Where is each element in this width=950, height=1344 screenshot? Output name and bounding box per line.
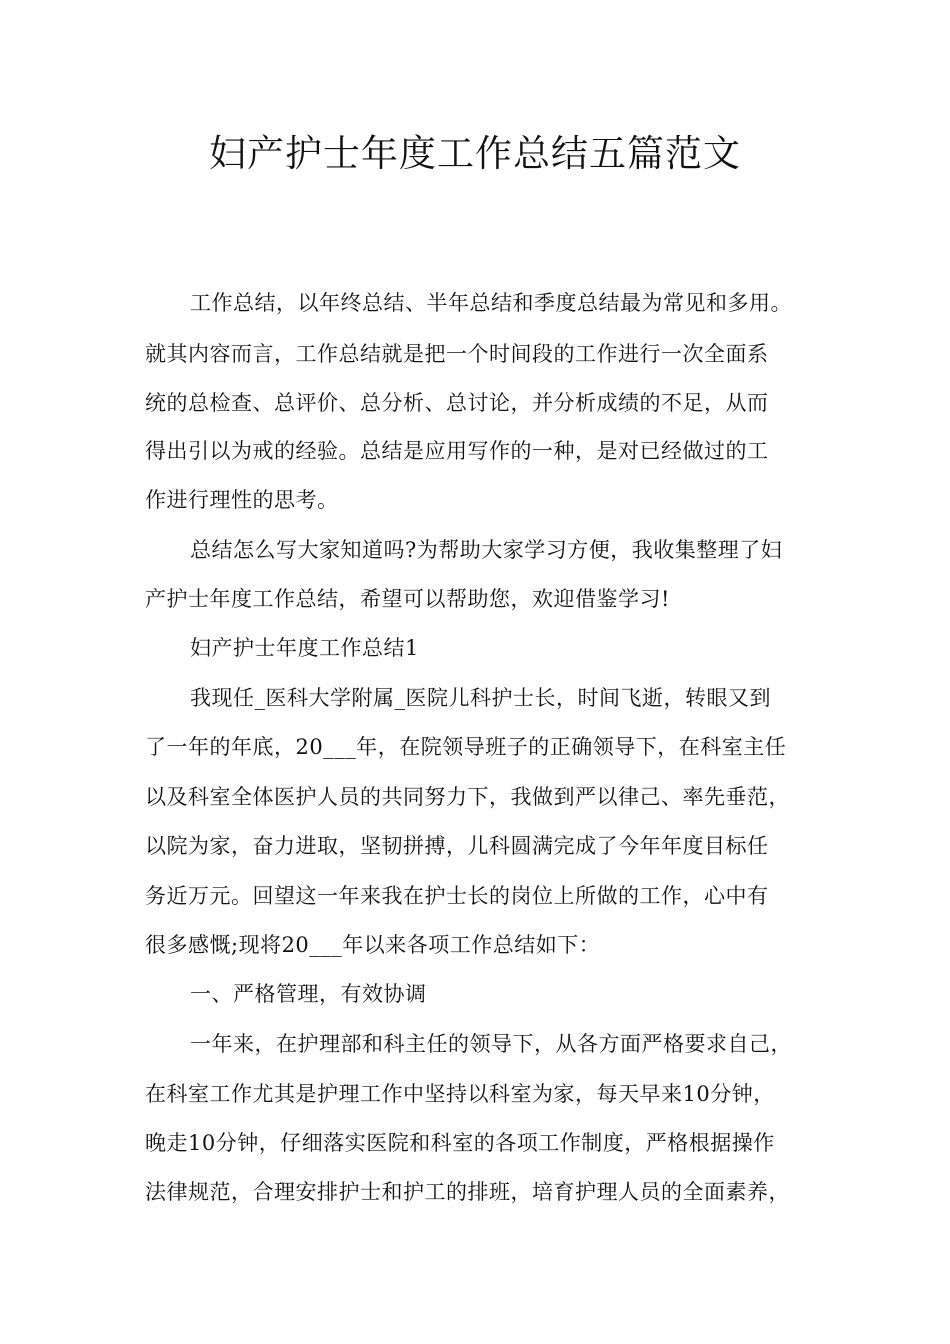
paragraph-line: 工作总结，以年终总结、半年总结和季度总结最为常见和多用。 [190,291,792,315]
paragraph-line: 产护士年度工作总结，希望可以帮助您，欢迎借鉴学习! [145,587,670,611]
section-heading: 一、严格管理，有效协调 [190,982,427,1006]
paragraph-line: 在科室工作尤其是护理工作中坚持以科室为家，每天早来10分钟， [145,1082,775,1106]
paragraph-line: 法律规范，合理安排护士和护工的排班，培育护理人员的全面素养， [145,1180,790,1204]
section-heading: 妇产护士年度工作总结1 [190,636,419,660]
paragraph-line: 以院为家，奋力进取，坚韧拼搏，儿科圆满完成了今年年度目标任 [145,834,769,858]
paragraph-line: 统的总检查、总评价、总分析、总讨论，并分析成绩的不足，从而 [145,391,769,415]
document-title: 妇产护士年度工作总结五篇范文 [209,132,741,175]
paragraph-line: 务近万元。回望这一年来我在护士长的岗位上所做的工作，心中有 [145,884,769,908]
paragraph-line: 很多感慨;现将20___年以来各项工作总结如下： [145,933,601,957]
paragraph-line: 作进行理性的思考。 [145,488,339,512]
paragraph-line: 总结怎么写大家知道吗?为帮助大家学习方便，我收集整理了妇 [190,538,783,562]
paragraph-line: 以及科室全体医护人员的共同努力下，我做到严以律己、率先垂范， [145,785,790,809]
paragraph-line: 了一年的年底，20___年，在院领导班子的正确领导下，在科室主任 [145,735,787,759]
paragraph-line: 晚走10分钟，仔细落实医院和科室的各项工作制度，严格根据操作 [145,1131,775,1155]
paragraph-line: 得出引以为戒的经验。总结是应用写作的一种，是对已经做过的工 [145,439,769,463]
paragraph-line: 就其内容而言，工作总结就是把一个时间段的工作进行一次全面系 [145,342,769,366]
paragraph-line: 我现任_医科大学附属_医院儿科护士长，时间飞逝，转眼又到 [190,686,771,710]
paragraph-line: 一年来，在护理部和科主任的领导下，从各方面严格要求自己， [190,1032,792,1056]
